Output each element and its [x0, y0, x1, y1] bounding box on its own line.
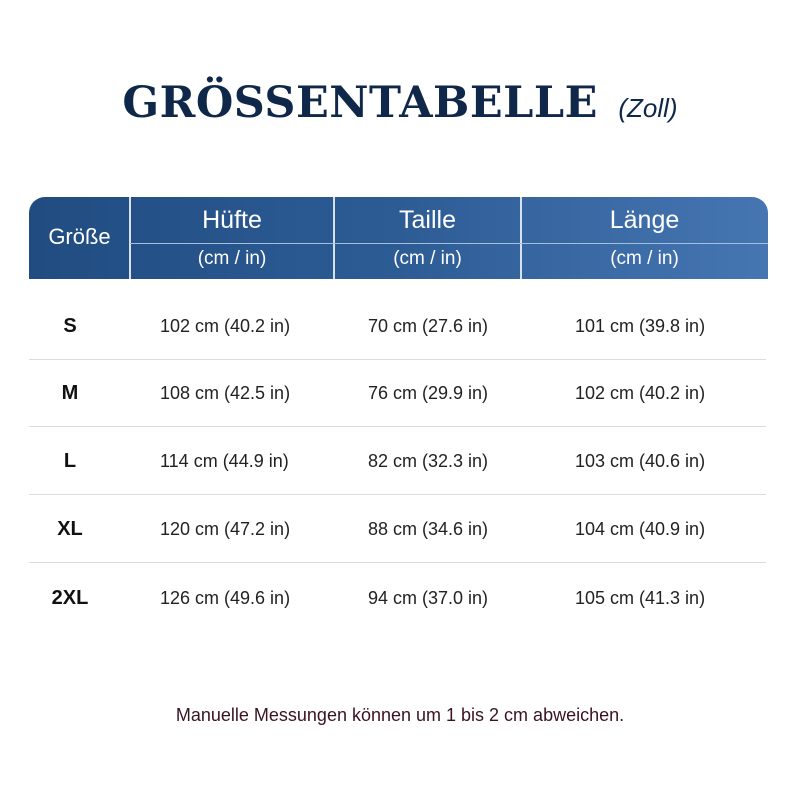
- header-hips-unit: (cm / in): [197, 248, 267, 269]
- header-length-unit: (cm / in): [610, 248, 679, 269]
- row-length-value: 102 cm (40.2 in): [575, 383, 706, 403]
- header-waist-unit: (cm / in): [393, 248, 462, 269]
- row-length-value: 104 cm (40.9 in): [575, 519, 706, 539]
- row-size: 2XL: [51, 587, 89, 609]
- page-title: GRÖSSENTABELLE: [122, 78, 598, 128]
- title-row: [0, 78, 800, 128]
- row-waist-value: 76 cm (29.9 in): [368, 383, 489, 403]
- measurement-note: Manuelle Messungen können um 1 bis 2 cm abweichen.: [175, 705, 625, 725]
- header-waist-label: Taille: [399, 206, 456, 234]
- header-waist: [334, 197, 521, 279]
- header-length: [521, 197, 768, 279]
- table-header: [29, 197, 768, 279]
- row-waist-value: 82 cm (32.3 in): [368, 451, 489, 471]
- row-length-value: 103 cm (40.6 in): [575, 451, 706, 471]
- row-hips-value: 120 cm (47.2 in): [160, 519, 291, 539]
- row-length-value: 101 cm (39.8 in): [575, 316, 706, 336]
- header-size-label: Größe: [48, 224, 111, 249]
- row-size: S: [63, 315, 77, 337]
- row-size: L: [63, 450, 77, 472]
- header-hips-label: Hüfte: [202, 206, 262, 234]
- title-unit: (Zoll): [618, 93, 678, 123]
- row-hips-value: 114 cm (44.9 in): [160, 451, 289, 471]
- row-hips-value: 102 cm (40.2 in): [160, 316, 291, 336]
- row-hips-value: 108 cm (42.5 in): [160, 383, 291, 403]
- row-waist-value: 94 cm (37.0 in): [368, 588, 489, 608]
- row-waist-value: 70 cm (27.6 in): [368, 316, 489, 336]
- table-row: [29, 496, 766, 563]
- row-hips-value: 126 cm (49.6 in): [160, 588, 291, 608]
- row-waist-value: 88 cm (34.6 in): [368, 519, 489, 539]
- header-length-label: Länge: [609, 206, 680, 234]
- header-size: [29, 197, 130, 279]
- table-row: [29, 428, 766, 495]
- header-subdivider: [130, 243, 768, 244]
- table-row: [29, 565, 766, 631]
- row-length-value: 105 cm (41.3 in): [575, 588, 706, 608]
- header-hips: [130, 197, 334, 279]
- row-size: M: [61, 382, 79, 404]
- table-row: [29, 360, 766, 427]
- row-size: XL: [57, 518, 83, 540]
- table-row: [29, 293, 766, 360]
